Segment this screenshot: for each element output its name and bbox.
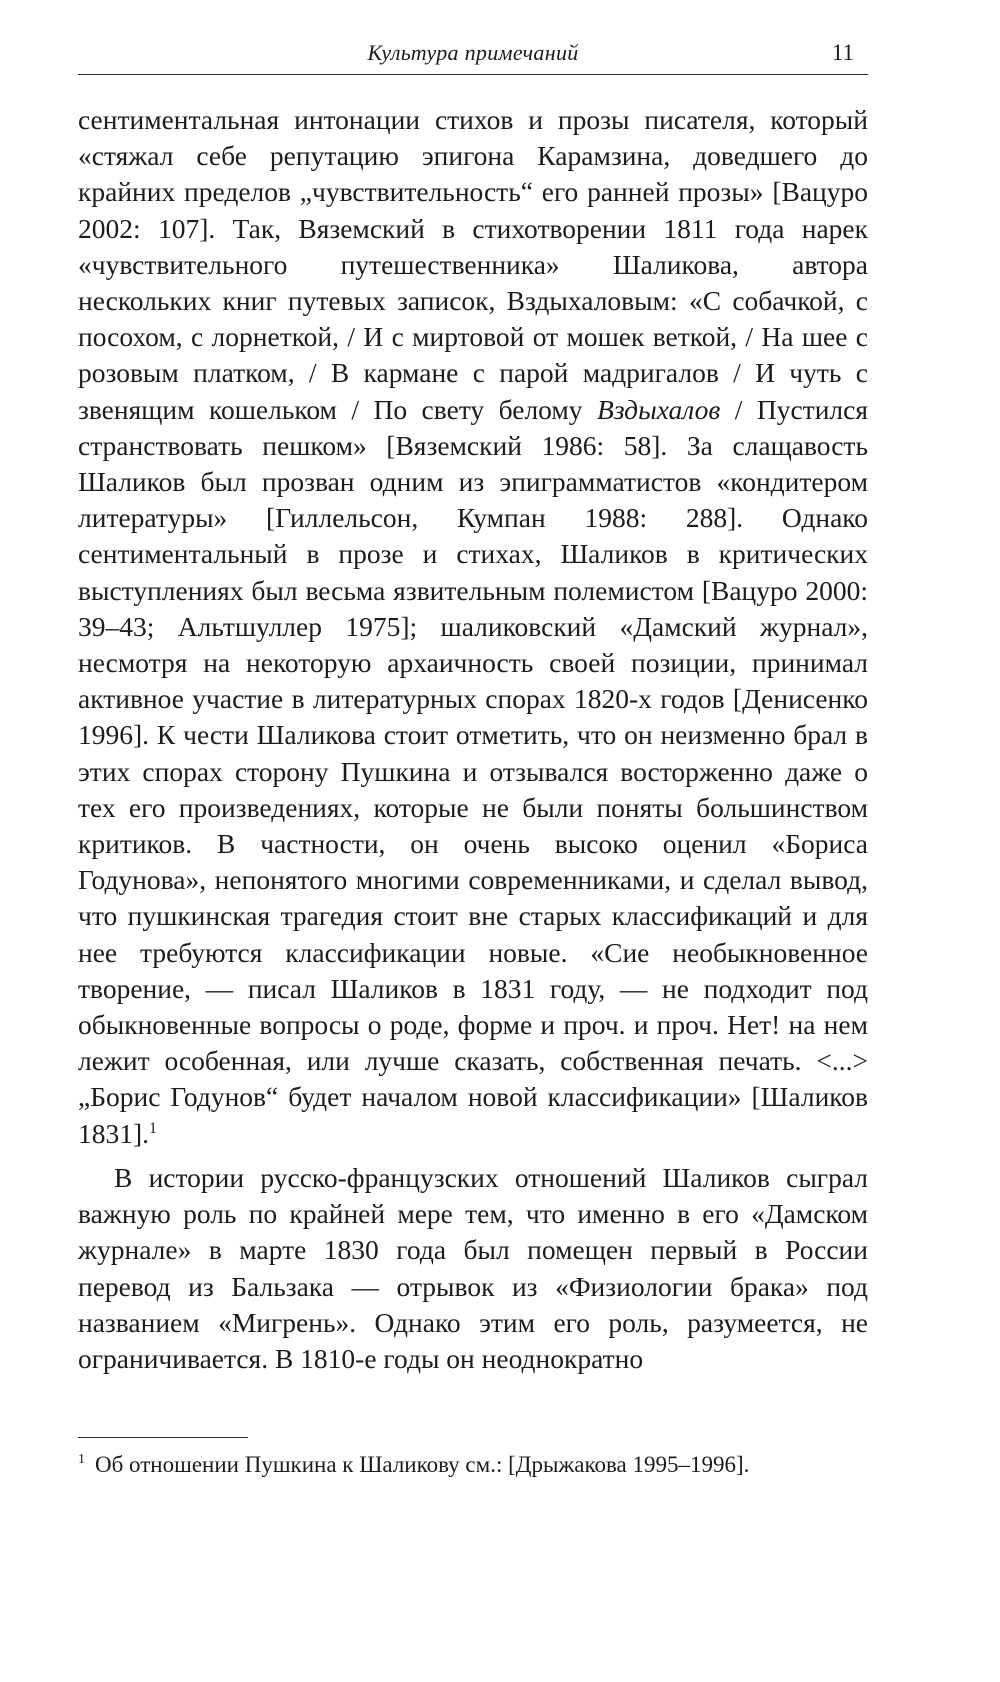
paragraph: В истории русско-французских отношений Шаликов сыграл важную роль по крайней мере тем, что именно в его «Дамском журнале» в марте 1830 года был помещен первый в России перевод из Бальзака — отрывок из «Физиологии брака» под названием «Мигрень». Однако этим его роль, разумеется, не ограничивается. В 1810-е годы он неоднократно (78, 1161, 868, 1374)
footnote-reference[interactable]: 1 (149, 1119, 158, 1137)
page-number: 11 (831, 40, 854, 65)
running-head (78, 36, 868, 75)
running-title: Культура примечаний (367, 40, 579, 65)
paragraph (78, 102, 868, 1152)
italic-word: Вздыхалов (597, 393, 721, 425)
footnote-text: Об отношении Пушкина к Шаликову см.: [Дрыжакова 1995–1996]. (95, 1452, 750, 1477)
footnote-number: 1 (78, 1452, 85, 1468)
paragraph-text: / Пустился странствовать пешком» [Вяземский 1986: 58]. За слащавость Шаликов был прозван одним из эпиграмматистов «кондитером литературы» [Гиллельсон, Кумпан 1988: 288]. Однако сентиментальный в прозе и стихах, Шаликов в критических выступлениях был весьма язвительным полемистом [Вацуро 2000: 39–43; Альтшуллер 1975]; шаликовский «Дамский журнал», несмотря на некоторую архаичность своей позиции, принимал активное участие в литературных спорах 1820-х годов [Денисенко 1996]. К чести Шаликова стоит отметить, что он неизменно брал в этих спорах сторону Пушкина и отзывался восторженно даже о тех его произведениях, которые не были поняты большинством критиков. В частности, он очень высоко оценил «Бориса Годунова», непонятого многими современниками, и сделал вывод, что пушкинская трагедия стоит вне старых классификаций и для нее требуются классификации новые. «Сие необыкновенное творение, — писал Шаликов в 1831 году, — не подходит под обыкновенные вопросы о роде, форме и проч. и проч. Нет! на нем лежит особенная, или лучше сказать, собственная печать. <...> „Борис Годунов“ будет началом новой классификации» [Шаликов 1831]. (78, 393, 868, 1149)
paragraph-text: сентиментальная интонации стихов и прозы писателя, который «стяжал себе репутацию эпигона Карамзина, доведшего до крайних пределов „чувствительность“ его ранней прозы» [Вацуро 2002: 107]. Так, Вяземский в стихотворении 1811 года нарек «чувствительного путешественника» Шаликова, автора нескольких книг путевых записок, Вздыхаловым: «С собачкой, с посохом, с лорнеткой, / И с миртовой от мошек веткой, / На шее с розовым платком, / В кармане с парой мадригалов / И чуть с звенящим кошельком / По свету белому (78, 104, 868, 425)
footnote (78, 1450, 868, 1480)
footnote-divider (78, 1437, 248, 1438)
main-text (78, 102, 868, 1377)
